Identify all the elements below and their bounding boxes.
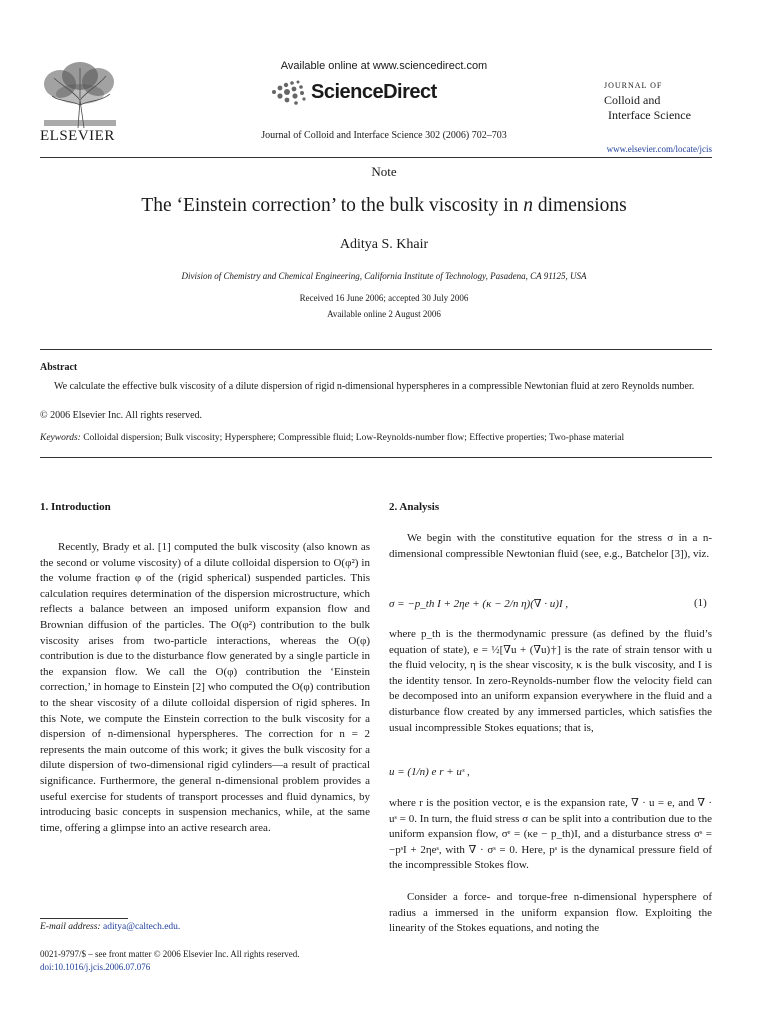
analysis-paragraph-2: where p_th is the thermodynamic pressure (as defined by the fluid’s equation of state), e = ½[∇u + (∇u)†] is the rate of strain tensor with u the fluid velocity, η is the shear viscosity, κ is the bulk viscosity, and I is the identity tensor. In zero-Reynolds-number flow the velocity field can be decomposed into an uniform expansion everywhere in the fluid and a disturbance flow created by any immersed particles, which satisfies the usual incompressible Stokes equations; that is, xyxy=(389,628,712,734)
intro-heading: 1. Introduction xyxy=(40,501,111,513)
author-affiliation: Division of Chemistry and Chemical Engineering, California Institute of Technology, Pasadena, CA 91125, USA xyxy=(181,271,587,281)
keywords-list: Colloidal dispersion; Bulk viscosity; Hypersphere; Compressible fluid; Low-Reynolds-number flow; Effective properties; Two-phase material xyxy=(83,433,625,443)
email-link[interactable]: aditya@caltech.edu. xyxy=(102,922,181,932)
footer-issn xyxy=(40,948,300,974)
article-type: Note xyxy=(371,164,397,179)
analysis-paragraph-4: Consider a force- and torque-free n-dimensional hypersphere of radius a immersed in the uniform expansion flow. Exploiting the linearity of the Stokes equations, and noting the xyxy=(389,891,712,935)
footnote-email xyxy=(40,922,180,932)
equation-1: σ = −p_th I + 2ηe + (κ − 2/n η)(∇ · u)I , xyxy=(389,598,569,610)
journal-name-line2: Interface Science xyxy=(608,108,691,122)
abstract-bottom-divider xyxy=(40,457,712,458)
abstract-heading: Abstract xyxy=(40,362,78,373)
sciencedirect-wordmark: ScienceDirect xyxy=(311,81,437,103)
received-date: Received 16 June 2006; accepted 30 July 2006 xyxy=(299,293,469,303)
abstract-copyright: © 2006 Elsevier Inc. All rights reserved. xyxy=(40,410,203,421)
journal-of-label: JOURNAL OF xyxy=(604,81,663,90)
journal-name-line1: Colloid and xyxy=(604,93,661,107)
keywords xyxy=(40,433,712,443)
email-label: E-mail address: xyxy=(40,922,101,932)
analysis-paragraph-3: where r is the position vector, e is the expansion rate, ∇ · u = e, and ∇ · uˢ = 0. In turn, the fluid stress σ can be split into a contribution due to the uniform expansion flow, σᵉ = (κe − p_th)I, and a disturbance stress σˢ = −pˢI + 2ηeˢ, with ∇ · σˢ = 0. Here, pˢ is the dynamical pressure field of the incompressible Stokes flow. xyxy=(389,797,712,872)
issn-text: 0021-9797/$ – see front matter © 2006 Elsevier Inc. All rights reserved. xyxy=(40,949,300,959)
footnote-divider xyxy=(40,918,128,919)
doi-link[interactable]: doi:10.1016/j.jcis.2006.07.076 xyxy=(40,962,151,972)
analysis-paragraph-1: We begin with the constitutive equation for the stress σ in a n-dimensional compressible Newtonian fluid (see, e.g., Batchelor [3]), viz. xyxy=(389,532,712,560)
article-dates xyxy=(0,290,768,322)
equation-1-number: (1) xyxy=(694,597,707,609)
elsevier-tree-logo-icon xyxy=(40,60,120,130)
article-title: The ‘Einstein correction’ to the bulk viscosity in n dimensions xyxy=(141,195,627,216)
abstract-text: We calculate the effective bulk viscosity of a dilute dispersion of rigid n-dimensional hyperspheres in a compressible Newtonian fluid at zero Reynolds number. xyxy=(54,381,695,392)
equation-2: u = (1/n) e r + uˢ , xyxy=(389,766,470,778)
available-online-text: Available online at www.sciencedirect.com xyxy=(280,60,488,72)
analysis-heading: 2. Analysis xyxy=(389,501,440,513)
article-author: Aditya S. Khair xyxy=(339,237,429,252)
header-divider xyxy=(40,157,712,158)
sciencedirect-logo xyxy=(268,78,468,108)
journal-url-link[interactable]: www.elsevier.com/locate/jcis xyxy=(606,144,712,154)
available-date: Available online 2 August 2006 xyxy=(327,309,441,319)
abstract-top-divider xyxy=(40,349,712,350)
intro-body: Recently, Brady et al. [1] computed the bulk viscosity (also known as the second or volume viscosity) of a dilute colloidal dispersion to O(φ²) in the volume fraction φ of the (rigid spherical) suspended particles. This calculation requires determination of the dispersion microstructure, which reflects a balance between an imposed uniform expansion flow and Brownian diffusion of the particles. The O(φ²) contribution to the bulk viscosity arises from two-particle interactions, whereas the O(φ) contribution is due to the disturbance flow generated by a single particle in the expansion flow. We call the O(φ) contribution the ‘Einstein correction,’ in homage to Einstein [2] who computed the O(φ) contribution to the shear viscosity of a dilute colloidal dispersion of rigid spheres. In this Note, we compute the Einstein correction to the bulk viscosity for a dispersion of n-dimensional hyperspheres. The correction for n = 2 represents the main outcome of this work; it gives the bulk viscosity for a dilute dispersion of two-dimensional rigid cylinders—a result of practical significance. Furthermore, the general n-dimensional problem provides a useful exercise for students of transport processes and fluid dynamics, by introducing basic concepts in suspension mechanics, while, at the same time, offering a glimpse into an active research area. xyxy=(40,541,370,834)
journal-title-block xyxy=(604,78,691,123)
publisher-name: ELSEVIER xyxy=(40,128,115,144)
journal-citation: Journal of Colloid and Interface Science 302 (2006) 702–703 xyxy=(261,130,507,141)
sciencedirect-dots-icon xyxy=(268,78,310,108)
keywords-label: Keywords: xyxy=(40,433,81,443)
